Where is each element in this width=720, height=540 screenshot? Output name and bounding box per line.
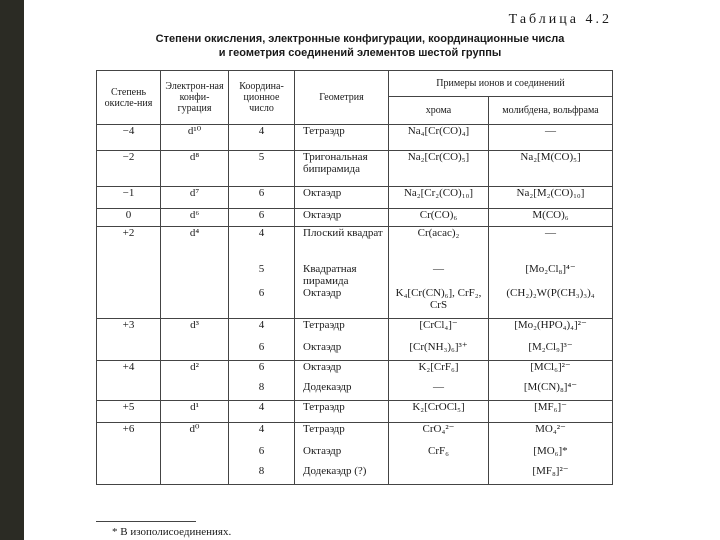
header-examples: Примеры ионов и соединений xyxy=(389,71,613,97)
oxidation-state-cell xyxy=(97,381,161,401)
table-label: Таблица 4.2 xyxy=(508,12,612,27)
mo-w-example-cell: [MF₆]⁻ xyxy=(489,401,613,423)
mo-w-example-cell: [Mo₂(HPO₄)₄]²⁻ xyxy=(489,319,613,341)
geometry-cell: Плоский квадрат xyxy=(295,227,389,263)
mo-w-example-cell: [MO₆]* xyxy=(489,445,613,465)
table-title-line-1: Степени окисления, электронные конфигурации, координационные числа xyxy=(155,33,565,45)
oxidation-state-cell xyxy=(97,287,161,319)
coordination-number-cell: 6 xyxy=(229,187,295,209)
header-oxidation-state: Степень окисле-ния xyxy=(97,71,161,125)
table-row xyxy=(97,125,613,151)
chromium-example-cell: Na₂[Cr₂(CO)₁₀] xyxy=(389,187,489,209)
mo-w-example-cell: MO₄²⁻ xyxy=(489,423,613,445)
geometry-cell: Тетраэдр xyxy=(295,423,389,445)
coordination-number-cell: 6 xyxy=(229,287,295,319)
header-electron-config: Электрон-ная конфи-гурация xyxy=(161,71,229,125)
coordination-number-cell: 5 xyxy=(229,263,295,287)
coordination-number-cell: 6 xyxy=(229,341,295,361)
table-row xyxy=(97,423,613,445)
coordination-number-cell: 5 xyxy=(229,151,295,187)
mo-w-example-cell: [M(CN)₈]⁴⁻ xyxy=(489,381,613,401)
chromium-example-cell: Na₂[Cr(CO)₅] xyxy=(389,151,489,187)
oxidation-state-cell: +4 xyxy=(97,361,161,381)
mo-w-example-cell: [MF₈]²⁻ xyxy=(489,465,613,485)
chromium-example-cell: Cr(acac)₂ xyxy=(389,227,489,263)
oxidation-state-cell xyxy=(97,341,161,361)
header-mo-w: молибдена, вольфрама xyxy=(489,97,613,125)
chromium-example-cell: K₄[Cr(CN)₆], CrF₂, CrS xyxy=(389,287,489,319)
geometry-cell: Октаэдр xyxy=(295,209,389,227)
left-decorative-bar xyxy=(0,0,24,540)
coordination-number-cell: 8 xyxy=(229,465,295,485)
chromium-example-cell: — xyxy=(389,263,489,287)
oxidation-states-table xyxy=(96,70,613,485)
oxidation-state-cell xyxy=(97,445,161,465)
coordination-number-cell: 6 xyxy=(229,445,295,465)
geometry-cell: Октаэдр xyxy=(295,361,389,381)
electron-config-cell: d⁸ xyxy=(161,151,229,187)
footnote: * В изополисоединениях. xyxy=(112,526,232,538)
header-chromium: хрома xyxy=(389,97,489,125)
electron-config-cell: d⁰ xyxy=(161,423,229,445)
geometry-cell: Тригональная бипирамида xyxy=(295,151,389,187)
geometry-cell: Тетраэдр xyxy=(295,319,389,341)
mo-w-example-cell: (CH₂)₂W(P(CH₃)₃)₄ xyxy=(489,287,613,319)
table-row xyxy=(97,445,613,465)
geometry-cell: Октаэдр xyxy=(295,341,389,361)
geometry-cell: Тетраэдр xyxy=(295,401,389,423)
chromium-example-cell: [Cr(NH₃)₆]³⁺ xyxy=(389,341,489,361)
geometry-cell: Октаэдр xyxy=(295,445,389,465)
mo-w-example-cell: Na₂[M(CO)₅] xyxy=(489,151,613,187)
chromium-example-cell: K₂[CrOCl₅] xyxy=(389,401,489,423)
header-geometry: Геометрия xyxy=(295,71,389,125)
table-row xyxy=(97,187,613,209)
table-row xyxy=(97,401,613,423)
coordination-number-cell: 4 xyxy=(229,401,295,423)
electron-config-cell: d⁷ xyxy=(161,187,229,209)
chromium-example-cell: — xyxy=(389,381,489,401)
table-row xyxy=(97,151,613,187)
table-row xyxy=(97,287,613,319)
coordination-number-cell: 6 xyxy=(229,209,295,227)
table-row xyxy=(97,465,613,485)
coordination-number-cell: 4 xyxy=(229,319,295,341)
coordination-number-cell: 4 xyxy=(229,423,295,445)
geometry-cell: Квадратная пирамида xyxy=(295,263,389,287)
mo-w-example-cell: M(CO)₆ xyxy=(489,209,613,227)
geometry-cell: Додекаэдр (?) xyxy=(295,465,389,485)
table-row xyxy=(97,319,613,341)
table-row xyxy=(97,341,613,361)
mo-w-example-cell: [MCl₆]²⁻ xyxy=(489,361,613,381)
chromium-example-cell: Na₄[Cr(CO)₄] xyxy=(389,125,489,151)
chromium-example-cell: CrF₆ xyxy=(389,445,489,465)
mo-w-example-cell: — xyxy=(489,125,613,151)
oxidation-state-cell: 0 xyxy=(97,209,161,227)
mo-w-example-cell: [Mo₂Cl₈]⁴⁻ xyxy=(489,263,613,287)
oxidation-state-cell: −1 xyxy=(97,187,161,209)
document-page xyxy=(90,0,630,540)
oxidation-state-cell: +2 xyxy=(97,227,161,263)
table-body xyxy=(97,125,613,485)
electron-config-cell xyxy=(161,465,229,485)
coordination-number-cell: 4 xyxy=(229,125,295,151)
electron-config-cell: d³ xyxy=(161,319,229,341)
electron-config-cell xyxy=(161,263,229,287)
geometry-cell: Октаэдр xyxy=(295,287,389,319)
electron-config-cell: d² xyxy=(161,361,229,381)
chromium-example-cell: [CrCl₄]⁻ xyxy=(389,319,489,341)
mo-w-example-cell: [M₂Cl₉]³⁻ xyxy=(489,341,613,361)
electron-config-cell xyxy=(161,341,229,361)
table-title-line-2: и геометрия соединений элементов шестой группы xyxy=(218,47,502,59)
electron-config-cell xyxy=(161,287,229,319)
table-row xyxy=(97,209,613,227)
electron-config-cell: d¹⁰ xyxy=(161,125,229,151)
electron-config-cell: d⁴ xyxy=(161,227,229,263)
oxidation-state-cell xyxy=(97,465,161,485)
oxidation-state-cell xyxy=(97,263,161,287)
geometry-cell: Октаэдр xyxy=(295,187,389,209)
coordination-number-cell: 6 xyxy=(229,361,295,381)
mo-w-example-cell: — xyxy=(489,227,613,263)
chromium-example-cell: K₂[CrF₆] xyxy=(389,361,489,381)
table-row xyxy=(97,263,613,287)
oxidation-state-cell: +3 xyxy=(97,319,161,341)
geometry-cell: Тетраэдр xyxy=(295,125,389,151)
oxidation-state-cell: −4 xyxy=(97,125,161,151)
electron-config-cell xyxy=(161,381,229,401)
chromium-example-cell: CrO₄²⁻ xyxy=(389,423,489,445)
electron-config-cell: d⁶ xyxy=(161,209,229,227)
electron-config-cell xyxy=(161,445,229,465)
footnote-rule xyxy=(96,521,196,522)
oxidation-state-cell: −2 xyxy=(97,151,161,187)
oxidation-state-cell: +6 xyxy=(97,423,161,445)
table-row xyxy=(97,361,613,381)
chromium-example-cell xyxy=(389,465,489,485)
header-coordination-number: Координа-ционное число xyxy=(229,71,295,125)
geometry-cell: Додекаэдр xyxy=(295,381,389,401)
coordination-number-cell: 4 xyxy=(229,227,295,263)
table-row xyxy=(97,381,613,401)
mo-w-example-cell: Na₂[M₂(CO)₁₀] xyxy=(489,187,613,209)
table-row xyxy=(97,227,613,263)
coordination-number-cell: 8 xyxy=(229,381,295,401)
oxidation-state-cell: +5 xyxy=(97,401,161,423)
chromium-example-cell: Cr(CO)₆ xyxy=(389,209,489,227)
electron-config-cell: d¹ xyxy=(161,401,229,423)
